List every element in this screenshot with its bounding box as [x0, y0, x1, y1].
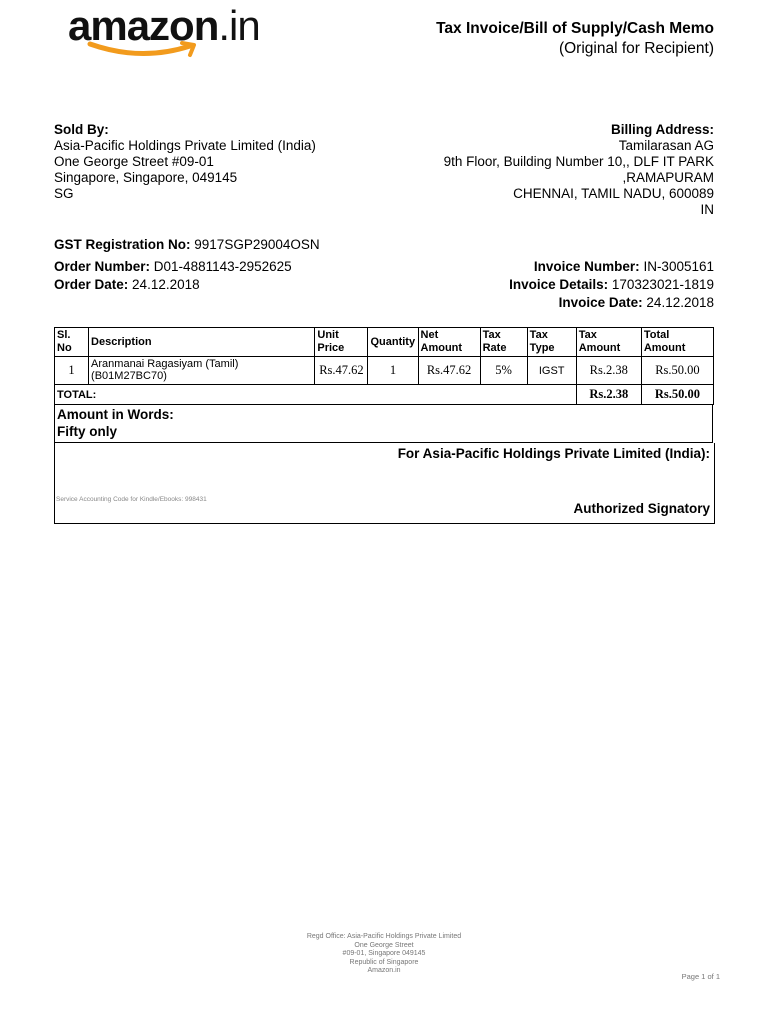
- order-number-label: Order Number:: [54, 259, 151, 274]
- footer-line: #09-01, Singapore 049145: [342, 950, 426, 958]
- sold-by-label: Sold By:: [54, 122, 109, 137]
- logo-suffix-text: .in: [218, 2, 260, 49]
- invoice-number-value: IN-3005161: [643, 259, 714, 274]
- authorized-signatory: Authorized Signatory: [573, 501, 710, 516]
- amount-words-label: Amount in Words:: [57, 407, 174, 422]
- for-company-label: For Asia-Pacific Holdings Private Limited (India):: [397, 446, 710, 461]
- order-info: [54, 258, 292, 294]
- header-unit-price: Unit Price: [315, 328, 368, 357]
- table-total-row: [55, 385, 714, 405]
- row-unit-price: Rs.47.62: [315, 357, 368, 385]
- billing-label: Billing Address:: [610, 122, 714, 137]
- invoice-date-label: Invoice Date:: [558, 295, 643, 310]
- total-tax-amount: Rs.2.38: [576, 385, 641, 405]
- header-net-amount: Net Amount: [418, 328, 480, 357]
- gst-label: GST Registration No:: [54, 237, 191, 252]
- signatory-box: [54, 443, 715, 524]
- billing-line: IN: [700, 202, 714, 217]
- header-total-amount: Total Amount: [641, 328, 713, 357]
- header-tax-type: Tax Type: [527, 328, 576, 357]
- billing-line: Tamilarasan AG: [618, 138, 714, 153]
- row-net-amount: Rs.47.62: [418, 357, 480, 385]
- billing-line: 9th Floor, Building Number 10,, DLF IT PARK: [443, 154, 714, 169]
- sold-by-block: [54, 122, 316, 202]
- sold-by-line: Singapore, Singapore, 049145: [54, 170, 238, 185]
- gst-value: 9917SGP29004OSN: [194, 237, 320, 252]
- footer-line: Amazon.in: [367, 967, 401, 975]
- amount-words-value: Fifty only: [57, 424, 117, 439]
- row-description: Aranmanai Ragasiyam (Tamil) (B01M27BC70): [89, 357, 315, 385]
- header-quantity: Quantity: [368, 328, 418, 357]
- invoice-date-value: 24.12.2018: [646, 295, 714, 310]
- row-tax-type: IGST: [527, 357, 576, 385]
- invoice-details-value: 170323021-1819: [611, 277, 714, 292]
- invoice-number-label: Invoice Number:: [533, 259, 640, 274]
- smile-arrow-icon: [86, 40, 206, 58]
- sold-by-line: SG: [54, 186, 74, 201]
- row-total-amount: Rs.50.00: [641, 357, 713, 385]
- page-number: Page 1 of 1: [681, 972, 720, 981]
- sold-by-line: One George Street #09-01: [54, 154, 214, 169]
- row-quantity: 1: [368, 357, 418, 385]
- footer-line: Republic of Singapore: [349, 958, 419, 966]
- items-table: [54, 327, 714, 405]
- sold-by-line: Asia-Pacific Holdings Private Limited (India): [54, 138, 316, 153]
- registered-office-footer: [0, 933, 768, 976]
- footer-line: One George Street: [354, 941, 414, 949]
- amazon-logo: [68, 4, 260, 48]
- order-date-label: Order Date:: [54, 277, 129, 292]
- logo-main-text: amazon: [68, 2, 219, 49]
- row-sl: 1: [55, 357, 89, 385]
- footer-line: Regd Office: Asia-Pacific Holdings Private Limited: [306, 933, 462, 940]
- total-amount: Rs.50.00: [641, 385, 713, 405]
- billing-address-block: [444, 122, 714, 218]
- table-header-row: [55, 328, 714, 357]
- billing-line: CHENNAI, TAMIL NADU, 600089: [513, 186, 714, 201]
- row-tax-rate: 5%: [480, 357, 527, 385]
- invoice-title-block: [436, 20, 714, 58]
- order-date-value: 24.12.2018: [132, 277, 200, 292]
- invoice-details-label: Invoice Details:: [509, 277, 609, 292]
- order-number-value: D01-4881143-2952625: [153, 259, 292, 274]
- header-tax-rate: Tax Rate: [480, 328, 527, 357]
- billing-line: ,RAMAPURAM: [622, 170, 714, 185]
- row-tax-amount: Rs.2.38: [576, 357, 641, 385]
- invoice-title: Tax Invoice/Bill of Supply/Cash Memo: [436, 20, 714, 37]
- invoice-subtitle: (Original for Recipient): [558, 40, 714, 57]
- gst-registration: [54, 237, 320, 253]
- header-sl: Sl. No: [55, 328, 89, 357]
- amount-in-words-box: [54, 405, 713, 443]
- header-description: Description: [89, 328, 315, 357]
- table-row: [55, 357, 714, 385]
- total-label: TOTAL:: [55, 385, 577, 405]
- invoice-info: [509, 258, 714, 312]
- service-accounting-code: Service Accounting Code for Kindle/Ebooks: 998431: [56, 496, 207, 503]
- header-tax-amount: Tax Amount: [576, 328, 641, 357]
